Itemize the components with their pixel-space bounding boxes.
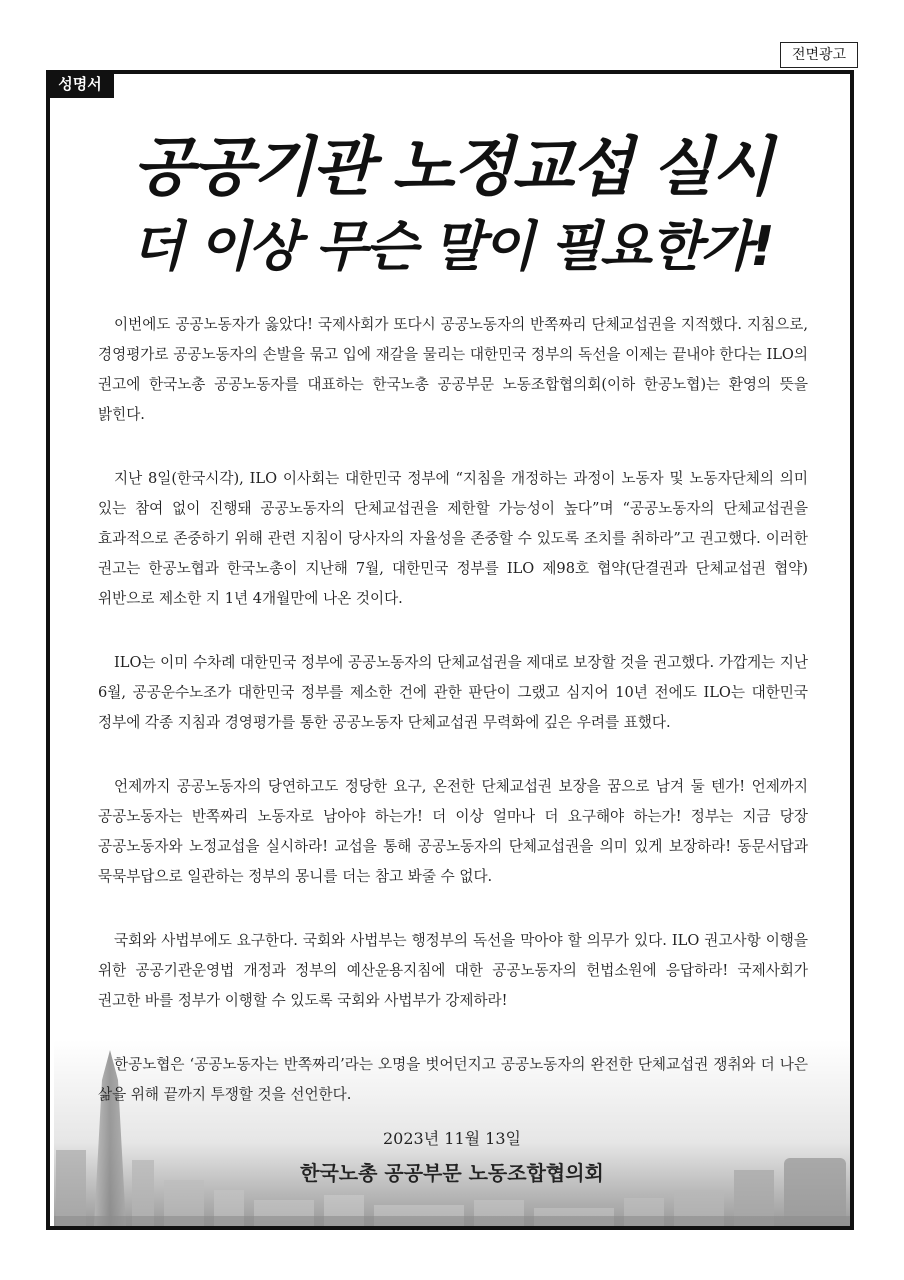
paragraph: 이번에도 공공노동자가 옳았다! 국제사회가 또다시 공공노동자의 반쪽짜리 단체교섭권을 지적했다. 지침으로, 경영평가로 공공노동자의 손발을 묶고 입에 재갈을 물리는 대한민국 정부의 독선을 이제는 끝내야 한다는 ILO의 권고에 한국노총 공공노동자를 대표하는 한국노총 공공부문 노동조합협의회(이하 한공노협)는 환영의 뜻을 밝힌다. bbox=[98, 316, 808, 423]
paragraph: ILO는 이미 수차례 대한민국 정부에 공공노동자의 단체교섭권을 제대로 보장할 것을 권고했다. 가깝게는 지난 6월, 공공운수노조가 대한민국 정부를 제소한 건에 관한 판단이 그랬고 심지어 10년 전에도 ILO는 대한민국 정부에 각종 지침과 경영평가를 통한 공공노동자 단체교섭권 무력화에 깊은 우려를 표했다. bbox=[98, 654, 808, 731]
paragraph: 언제까지 공공노동자의 당연하고도 정당한 요구, 온전한 단체교섭권 보장을 꿈으로 남겨 둘 텐가! 언제까지 공공노동자는 반쪽짜리 노동자로 남아야 하는가! 더 이상 얼마나 더 요구해야 하는가! 정부는 지금 당장 공공노동자와 노정교섭을 실시하라! 교섭을 통해 공공노동자의 단체교섭권을 의미 있게 보장하라! 동문서답과 묵묵부답으로 일관하는 정부의 몽니를 더는 참고 봐줄 수 없다. bbox=[98, 778, 808, 885]
organization-signature: 한국노총 공공부문 노동조합협의회 bbox=[300, 1161, 604, 1185]
full-page-ad-tag: 전면광고 bbox=[780, 42, 858, 68]
headline-line-1: 공공기관 노정교섭 실시 bbox=[132, 131, 772, 205]
headline-line-2: 더 이상 무슨 말이 필요한가! bbox=[131, 215, 773, 278]
statement-date: 2023년 11월 13일 bbox=[383, 1129, 521, 1148]
paragraph: 국회와 사법부에도 요구한다. 국회와 사법부는 행정부의 독선을 막아야 할 의무가 있다. ILO 권고사항 이행을 위한 공공기관운영법 개정과 정부의 예산운용지침에 대한 공공노동자의 헌법소원에 응답하라! 국제사회가 권고한 바를 정부가 이행할 수 있도록 국회와 사법부가 강제하라! bbox=[98, 932, 808, 1009]
paragraph: 지난 8일(한국시각), ILO 이사회는 대한민국 정부에 “지침을 개정하는 과정이 노동자 및 노동자단체의 의미 있는 참여 없이 진행돼 공공노동자의 단체교섭권을 제한할 가능성이 높다”며 “공공노동자의 단체교섭권을 효과적으로 존중하기 위해 관련 지침이 당사자의 자율성을 존중할 수 있도록 조치를 취하라”고 권고했다. 이러한 권고는 한공노협과 한국노총이 지난해 7월, 대한민국 정부를 ILO 제98호 협약(단결권과 단체교섭권 협약) 위반으로 제소한 지 1년 4개월만에 나온 것이다. bbox=[98, 470, 808, 607]
statement-label: 성명서 bbox=[46, 70, 114, 98]
paragraph: 한공노협은 ‘공공노동자는 반쪽짜리’라는 오명을 벗어던지고 공공노동자의 완전한 단체교섭권 쟁취와 더 나은 삶을 위해 끝까지 투쟁할 것을 선언한다. bbox=[98, 1056, 808, 1103]
statement-body bbox=[98, 310, 808, 1144]
